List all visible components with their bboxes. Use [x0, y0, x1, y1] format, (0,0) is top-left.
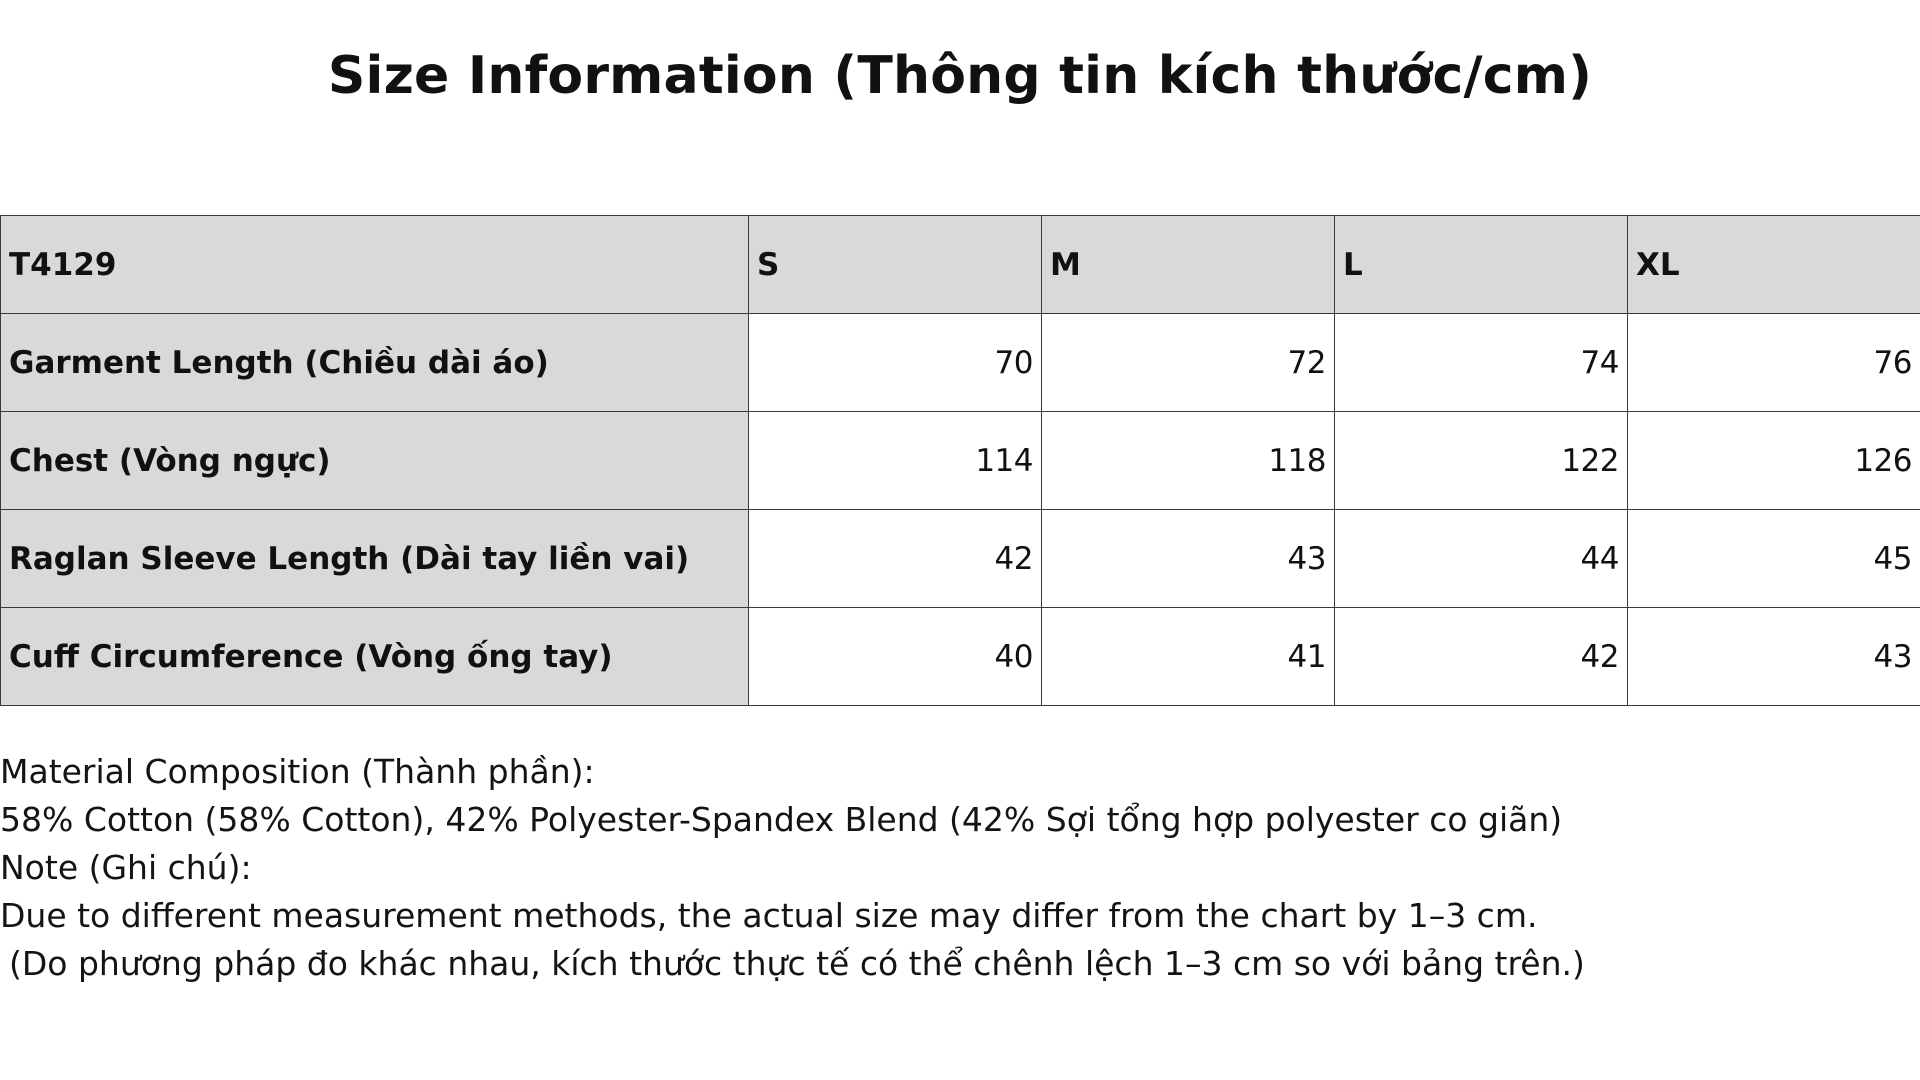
table-cell: 118: [1042, 412, 1335, 510]
row-label-raglan-sleeve: Raglan Sleeve Length (Dài tay liền vai): [1, 510, 749, 608]
size-header-m: M: [1042, 216, 1335, 314]
size-header-s: S: [749, 216, 1042, 314]
table-cell: 74: [1335, 314, 1628, 412]
table-cell: 126: [1628, 412, 1920, 510]
size-chart-table: [0, 215, 1920, 706]
table-cell: 70: [749, 314, 1042, 412]
table-row: [1, 412, 1920, 510]
row-label-cuff-circumference: Cuff Circumference (Vòng ống tay): [1, 608, 749, 706]
table-header-row: [1, 216, 1920, 314]
table-cell: 45: [1628, 510, 1920, 608]
notes-section: [0, 748, 1900, 988]
product-code-header: T4129: [1, 216, 749, 314]
table-cell: 76: [1628, 314, 1920, 412]
table-cell: 40: [749, 608, 1042, 706]
table-row: [1, 314, 1920, 412]
table-cell: 72: [1042, 314, 1335, 412]
table-cell: 42: [1335, 608, 1628, 706]
size-header-l: L: [1335, 216, 1628, 314]
table-cell: 43: [1628, 608, 1920, 706]
material-text: 58% Cotton (58% Cotton), 42% Polyester-Spandex Blend (42% Sợi tổng hợp polyester co giãn): [0, 800, 1563, 839]
row-label-chest: Chest (Vòng ngực): [1, 412, 749, 510]
row-label-garment-length: Garment Length (Chiều dài áo): [1, 314, 749, 412]
table-row: [1, 608, 1920, 706]
table-row: [1, 510, 1920, 608]
table-cell: 42: [749, 510, 1042, 608]
table-cell: 114: [749, 412, 1042, 510]
note-heading: Note (Ghi chú):: [0, 848, 252, 887]
table-cell: 41: [1042, 608, 1335, 706]
table-cell: 122: [1335, 412, 1628, 510]
note-text-english: Due to different measurement methods, the actual size may differ from the chart by 1–3 cm.: [0, 896, 1538, 935]
note-text-vietnamese: (Do phương pháp đo khác nhau, kích thước thực tế có thể chênh lệch 1–3 cm so với bảng trên.): [9, 944, 1585, 983]
table-cell: 43: [1042, 510, 1335, 608]
material-heading: Material Composition (Thành phần):: [0, 752, 595, 791]
table-cell: 44: [1335, 510, 1628, 608]
size-header-xl: XL: [1628, 216, 1920, 314]
page-title: Size Information (Thông tin kích thước/cm): [327, 46, 1593, 106]
